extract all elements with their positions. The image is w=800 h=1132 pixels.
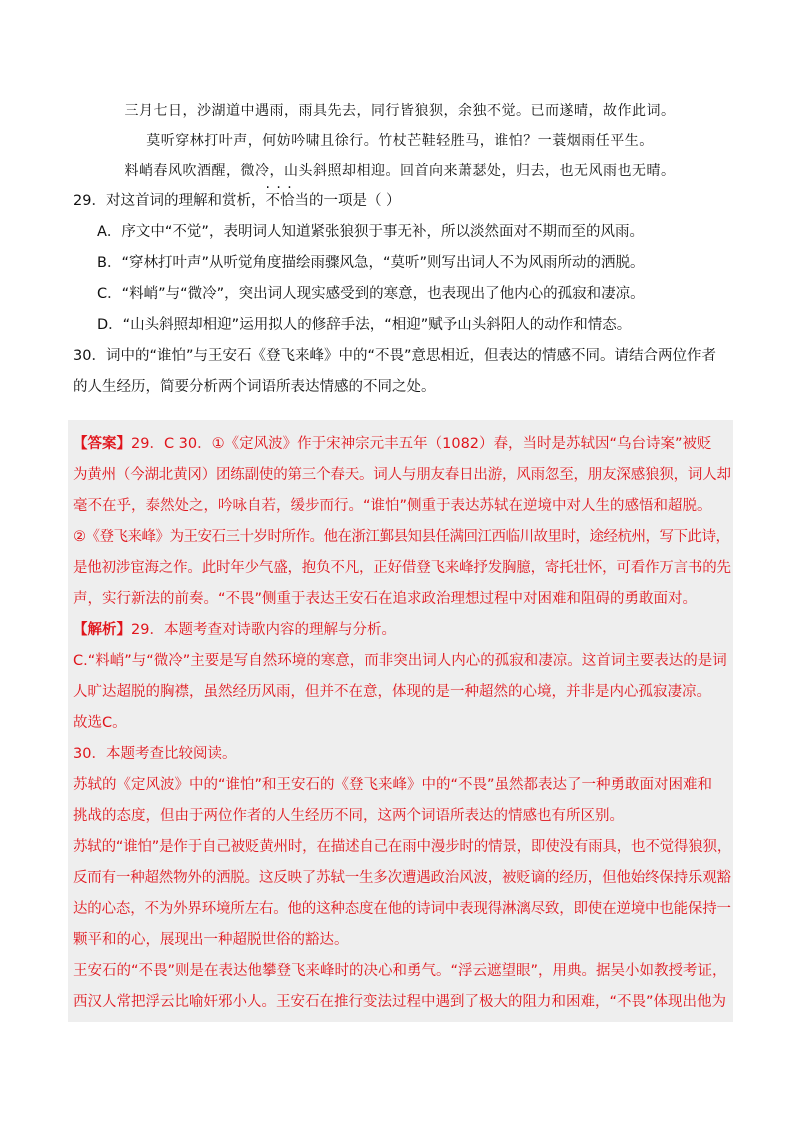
analysis-line-0 (73, 618, 731, 639)
option-a: A．序文中“不觉”，表明词人知道紧张狼狈于事无补，所以淡然面对不期而至的风雨。 (97, 224, 644, 240)
analysis-line-12: 西汉人常把浮云比喻奸邪小人。王安石在推行变法过程中遇到了极大的阻力和困难，“不畏”体现出他为 (73, 994, 727, 1010)
analysis-tag: 【解析】 (73, 622, 131, 638)
analysis-line-4: 30．本题考查比较阅读。 (73, 746, 237, 762)
question-29-prefix: 29．对这首词的理解和赏析， (73, 193, 266, 209)
answer-line-0 (73, 432, 731, 453)
question-29-suffix: 的一项是（ ） (308, 193, 401, 209)
analysis-line-1: C.“料峭”与“微冷”主要是写自然环境的寒意，而非突出词人内心的孤寂和凄凉。这首词主要表达的是词 (73, 653, 727, 669)
analysis-line-3: 故选C。 (73, 715, 127, 731)
answer-line-2: 毫不在乎，泰然处之，吟咏自若，缓步而行。“谁怕”侧重于表达苏轼在逆境中对人生的感悟和超脱。 (73, 498, 712, 514)
option-c: C．“料峭”与“微冷”，突出词人现实感受到的寒意，也表现出了他内心的孤寂和凄凉。 (97, 286, 645, 302)
analysis-line-5: 苏轼的《定风波》中的“谁怕”和王安石的《登飞来峰》中的“不畏”虽然都表达了一种勇敢面对困难和 (73, 777, 713, 793)
poem-line-1: 莫听穿林打叶声，何妨吟啸且徐行。竹杖芒鞋轻胜马，谁怕？一蓑烟雨任平生。 (146, 133, 654, 149)
analysis-line-6: 挑战的态度，但由于两位作者的人生经历不同，这两个词语所表达的情感也有所区别。 (73, 808, 624, 824)
analysis-line-7: 苏轼的“谁怕”是作于自己被贬黄州时，在描述自己在雨中漫步时的情景，即使没有雨具，也不觉得狼狈， (73, 839, 731, 855)
question-29-emphasis: · · · 不恰当 (265, 193, 309, 209)
answer-line-3: ②《登飞来峰》为王安石三十岁时所作。他在浙江鄞县知县任满回江西临川故里时，途经杭州，写下此诗， (73, 529, 730, 545)
poem-line-2: 料峭春风吹酒醒，微冷，山头斜照却相迎。回首向来萧瑟处，归去，也无风雨也无晴。 (124, 163, 676, 179)
question-30-line-2: 的人生经历，简要分析两个词语所表达情感的不同之处。 (73, 379, 436, 395)
analysis-line-11: 王安石的“不畏”则是在表达他攀登飞来峰时的决心和勇气。“浮云遮望眼”，用典。据吴小如教授考证， (73, 963, 727, 979)
answer-first-rest: 29．C 30．①《定风波》作于宋神宗元丰五年（1082）春，当时是苏轼因“乌台诗案”被贬 (131, 436, 712, 452)
analysis-first-rest: 29．本题考查对诗歌内容的理解与分析。 (131, 622, 396, 638)
analysis-line-8: 反而有一种超然物外的洒脱。这反映了苏轼一生多次遭遇政治风波，被贬谪的经历，但他始终保持乐观豁 (73, 870, 731, 886)
answer-line-1: 为黄州（今湖北黄冈）团练副使的第三个春天。词人与朋友春日出游，风雨忽至，朋友深感狼狈，词人却 (73, 467, 731, 483)
option-b: B．“穿林打叶声”从听觉角度描绘雨骤风急，“莫听”则写出词人不为风雨所动的洒脱。 (97, 255, 645, 271)
analysis-line-10: 颗平和的心，展现出一种超脱世俗的豁达。 (73, 932, 349, 948)
answer-tag: 【答案】 (73, 436, 131, 452)
answer-line-4: 是他初涉宦海之作。此时年少气盛，抱负不凡，正好借登飞来峰抒发胸臆，寄托壮怀，可看作万言书的先 (73, 560, 731, 576)
option-d: D．“山头斜照却相迎”运用拟人的修辞手法，“相迎”赋予山头斜阳人的动作和情态。 (97, 317, 632, 333)
analysis-line-9: 达的心态，不为外界环境所左右。他的这种态度在他的诗词中表现得淋漓尽致，即使在逆境中也能保持一 (73, 901, 731, 917)
question-29 (73, 189, 733, 210)
question-30-line-1: 30．词中的“谁怕”与王安石《登飞来峰》中的“不畏”意思相近，但表达的情感不同。请结合两位作者 (73, 348, 716, 364)
analysis-line-2: 人旷达超脱的胸襟，虽然经历风雨，但并不在意，体现的是一种超然的心境，并非是内心孤寂凄凉。 (73, 684, 711, 700)
poem-preface: 三月七日，沙湖道中遇雨，雨具先去，同行皆狼狈，余独不觉。已而遂晴，故作此词。 (124, 103, 676, 119)
answer-line-5: 声，实行新法的前奏。“不畏”侧重于表达王安石在追求政治理想过程中对困难和阻碍的勇敢面对。 (73, 591, 698, 607)
